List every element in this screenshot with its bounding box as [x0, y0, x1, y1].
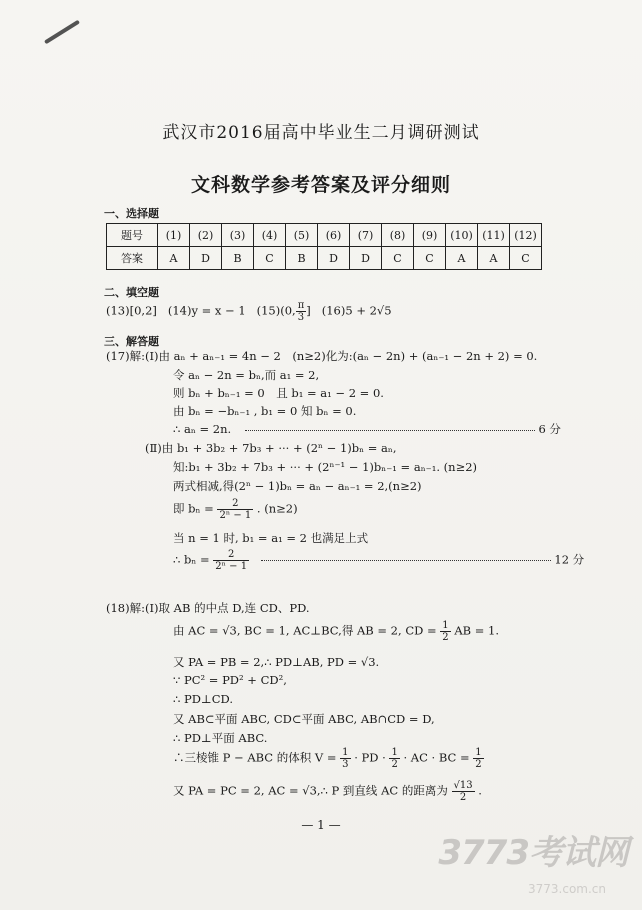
- q18-line-7: ∴ PD⊥平面 ABC.: [173, 731, 268, 745]
- table-cell: (10): [446, 224, 478, 247]
- q18-line-5: ∴ PD⊥CD.: [173, 692, 234, 706]
- q18-line-3: 又 PA = PB = 2,∴ PD⊥AB, PD = √3.: [173, 655, 380, 669]
- score-12: 12 分: [554, 552, 585, 567]
- fraction: $\frac{\pi}{3}$: [297, 300, 305, 323]
- q17-line-7: 知:b₁ + 3b₂ + 7b₃ + ··· + (2ⁿ⁻¹ − 1)bₙ₋₁ = aₙ₋₁. (n≥2): [173, 460, 478, 474]
- table-cell: (4): [254, 224, 286, 247]
- table-cell: (9): [414, 224, 446, 247]
- q17-line-3: 则 bₙ + bₙ₋₁ = 0 且 b₁ = a₁ − 2 = 0.: [173, 386, 384, 400]
- main-title: 武汉市2016届高中毕业生二月调研测试: [162, 123, 480, 143]
- table-cell: (12): [510, 224, 542, 247]
- fill-answer-16: (16)5 + 2√5: [321, 303, 392, 318]
- table-cell: (7): [350, 224, 382, 247]
- table-cell: D: [190, 247, 222, 270]
- section-solve-heading: 三、解答题: [104, 335, 159, 348]
- q18-line-6: 又 AB⊂平面 ABC, CD⊂平面 ABC, AB∩CD = D,: [173, 712, 435, 726]
- section-fill-heading: 二、填空题: [104, 286, 159, 299]
- table-cell: (6): [318, 224, 350, 247]
- table-cell: B: [286, 247, 318, 270]
- fraction: $\frac{1}{2}$: [442, 620, 449, 643]
- fill-answer-15-suffix: ]: [306, 303, 311, 318]
- page-number: — 1 —: [301, 818, 341, 832]
- table-header-label: 答案: [107, 247, 158, 270]
- score-6: 6 分: [538, 422, 561, 436]
- table-cell: C: [414, 247, 446, 270]
- table-row-answers: [107, 247, 542, 270]
- table-cell: (5): [286, 224, 318, 247]
- table-cell: (3): [222, 224, 254, 247]
- q17-line-10: 当 n = 1 时, b₁ = a₁ = 2 也满足上式: [173, 531, 369, 545]
- watermark-url: 3773.com.cn: [528, 882, 606, 896]
- table-cell: (1): [158, 224, 190, 247]
- q18-line-2: 由 AC = √3, BC = 1, AC⊥BC,得 AB = 2, CD = $\frac{1}{2}$ AB = 1.: [173, 620, 499, 643]
- table-cell: A: [478, 247, 510, 270]
- section-choice-heading: 一、选择题: [104, 207, 159, 220]
- table-cell: C: [382, 247, 414, 270]
- q18-line-1: (18)解:(Ⅰ)取 AB 的中点 D,连 CD、PD.: [106, 601, 310, 615]
- q17-line-11: ∴ bₙ = $\frac{2}{\text{2ⁿ − 1}}$ 12 分: [173, 549, 585, 572]
- table-cell: A: [446, 247, 478, 270]
- q18-line-9: 又 PA = PC = 2, AC = √3,∴ P 到直线 AC 的距离为 $\frac{√13}{2}$ .: [173, 780, 482, 803]
- q17-line-5: ∴ aₙ = 2n. 6 分: [173, 422, 561, 436]
- q17-line-9: 即 bₙ = $\frac{2}{\text{2ⁿ − 1}}$ . (n≥2): [173, 498, 298, 521]
- fraction: $\frac{2}{\text{2ⁿ − 1}}$: [219, 498, 252, 521]
- table-cell: C: [254, 247, 286, 270]
- watermark-logo: 3773考试网: [438, 833, 628, 873]
- q18-line-4: ∵ PC² = PD² + CD²,: [173, 673, 287, 687]
- answer-table: [106, 223, 542, 270]
- fill-answer-15-prefix: (15)(0,: [256, 303, 296, 318]
- fraction: $\frac{1}{2}$: [391, 747, 398, 770]
- fill-answer-14: (14)y = x − 1: [167, 303, 246, 318]
- q17-line-4: 由 bₙ = −bₙ₋₁ , b₁ = 0 知 bₙ = 0.: [173, 404, 357, 418]
- table-cell: B: [222, 247, 254, 270]
- table-cell: A: [158, 247, 190, 270]
- dot-leader: [245, 430, 535, 431]
- q17-line-8: 两式相减,得(2ⁿ − 1)bₙ = aₙ − aₙ₋₁ = 2,(n≥2): [173, 479, 422, 493]
- table-row-numbers: [107, 224, 542, 247]
- table-cell: D: [318, 247, 350, 270]
- q17-line-2: 令 aₙ − 2n = bₙ,而 a₁ = 2,: [173, 368, 320, 382]
- fraction: $\frac{√13}{2}$: [453, 780, 473, 803]
- q17-line-1: (17)解:(Ⅰ)由 aₙ + aₙ₋₁ = 4n − 2 (n≥2)化为:(aₙ − 2n) + (aₙ₋₁ − 2n + 2) = 0.: [106, 349, 538, 363]
- fill-answers: [106, 300, 392, 323]
- table-cell: C: [510, 247, 542, 270]
- q18-line-8: ∴三棱锥 P − ABC 的体积 V = $\frac{1}{3}$ · PD · $\frac{1}{2}$ · AC · BC = $\frac{1}{2}$: [173, 747, 482, 770]
- dot-leader: [261, 560, 551, 561]
- table-cell: D: [350, 247, 382, 270]
- table-cell: (2): [190, 224, 222, 247]
- q17-line-6: (Ⅱ)由 b₁ + 3b₂ + 7b₃ + ··· + (2ⁿ − 1)bₙ = aₙ,: [145, 441, 397, 455]
- table-header-label: 题号: [107, 224, 158, 247]
- fraction: $\frac{2}{\text{2ⁿ − 1}}$: [215, 549, 248, 572]
- table-cell: (8): [382, 224, 414, 247]
- table-cell: (11): [478, 224, 510, 247]
- fill-answer-13: (13)[0,2]: [106, 303, 157, 318]
- fraction: $\frac{1}{2}$: [475, 747, 482, 770]
- fraction: $\frac{1}{3}$: [342, 747, 349, 770]
- pen-mark: [44, 20, 80, 45]
- sub-title: 文科数学参考答案及评分细则: [190, 174, 451, 196]
